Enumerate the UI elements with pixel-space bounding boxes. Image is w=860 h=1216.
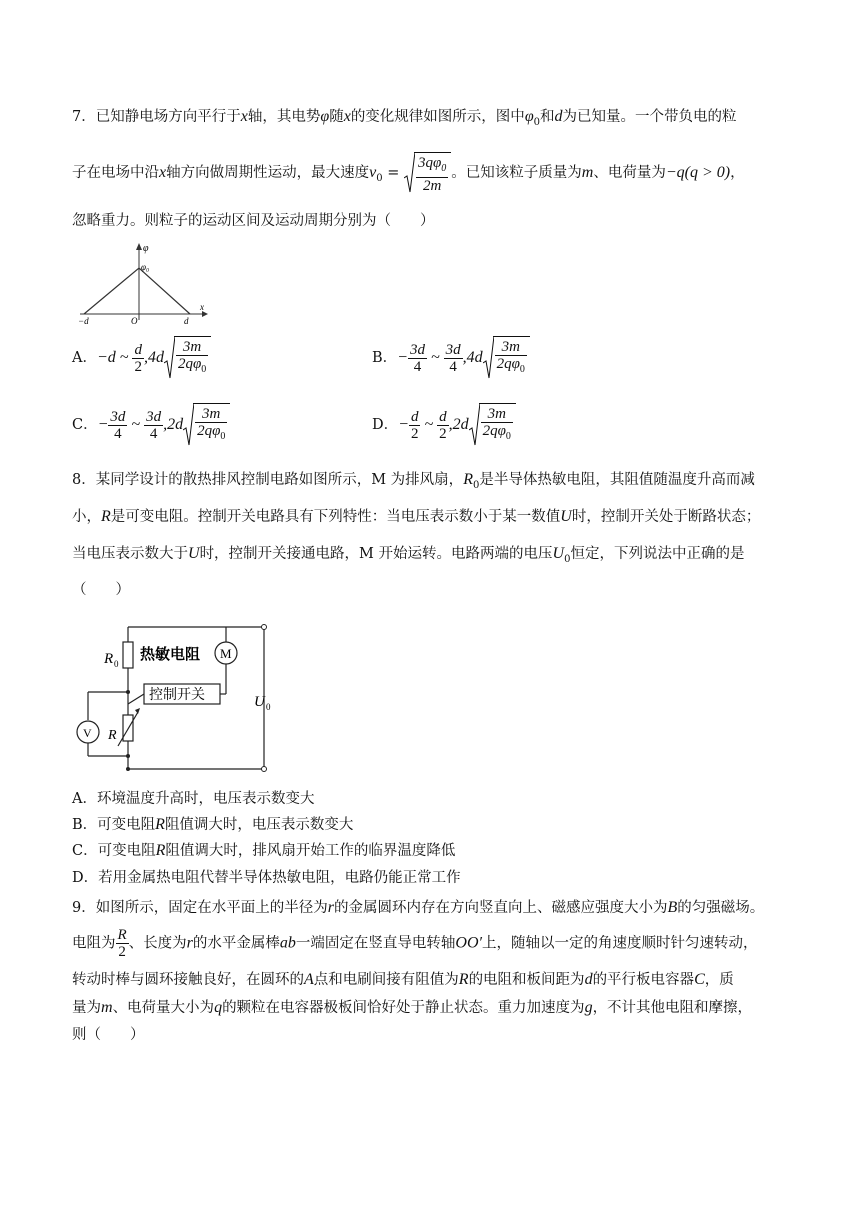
q9-text: 、长度为 <box>128 935 187 952</box>
frac-denominator: 4 <box>108 425 127 442</box>
thermistor-label: 热敏电阻 <box>140 645 201 663</box>
option-fraction <box>132 342 144 375</box>
frac-numerator: R <box>117 927 127 943</box>
var-R: R <box>155 842 166 859</box>
var-x: x <box>343 108 351 125</box>
frac-denominator: 2qφ <box>197 423 221 439</box>
subscript: 0 <box>519 364 525 375</box>
q7-option-a[interactable] <box>72 336 211 380</box>
frac-numerator: 3d <box>110 408 126 425</box>
option-fraction <box>437 409 449 442</box>
q8-option-c[interactable] <box>72 841 455 861</box>
option-fraction <box>108 409 127 442</box>
var-v0: v <box>369 164 377 181</box>
frac-numerator: d <box>439 408 447 425</box>
option-period-coef: ,2d <box>163 416 184 433</box>
terminal <box>262 767 267 772</box>
terminal <box>262 625 267 630</box>
q7-line-2 <box>72 152 745 194</box>
var-m: m <box>101 999 113 1016</box>
var-R0: R <box>463 471 473 488</box>
q9-text: 的匀强磁场。 <box>677 900 765 916</box>
junction-dot <box>126 754 130 758</box>
q8-answer-bracket: （ ） <box>72 582 130 598</box>
var-r: r <box>186 934 193 952</box>
q7-text: ， <box>730 165 745 181</box>
R0-label: R <box>104 651 114 667</box>
period-fraction <box>495 339 527 378</box>
q7-option-b[interactable] <box>372 336 530 380</box>
q9-text: 点和电刷间接有阻值为 <box>313 972 459 988</box>
option-letter: A． <box>72 350 97 366</box>
potential-graph <box>72 240 212 326</box>
var-phi: φ <box>320 108 330 125</box>
q7-text: 随 <box>329 109 344 125</box>
q9-text: 上，随轴以一定的角速度顺时针匀速转动， <box>482 935 758 952</box>
q8-option-a[interactable] <box>72 789 314 809</box>
frac-numerator: 3m <box>501 339 520 355</box>
radical-sign <box>469 403 480 447</box>
period-fraction <box>481 406 513 445</box>
R0-subscript: 0 <box>114 659 119 669</box>
q7-line-1 <box>72 107 737 133</box>
option-text: D．若用金属热电阻代替半导体热敏电阻，电路仍能正常工作 <box>72 870 461 886</box>
q8-option-b[interactable] <box>72 815 353 835</box>
var-U0: U <box>552 545 565 562</box>
q8-text: 是可变电阻。控制开关电路具有下列特性：当电压表示数小于某一数值 <box>110 509 561 525</box>
origin-label: O <box>131 316 138 326</box>
sqrt-period <box>483 336 530 380</box>
equals: = <box>382 165 404 181</box>
fraction-R-over-2 <box>116 927 129 960</box>
fan-control-circuit <box>74 622 284 778</box>
q9-text: 的水平金属棒 <box>192 935 280 952</box>
fraction-vmax <box>416 155 448 194</box>
var-r: r <box>327 899 334 916</box>
q7-text: 轴，其电势 <box>247 109 321 125</box>
subscript: 0 <box>564 553 571 565</box>
neg-d-label: −d <box>78 316 89 326</box>
q9-line-2 <box>72 927 758 960</box>
option-fraction <box>144 409 163 442</box>
junction-dot <box>126 690 130 694</box>
q9-line-1 <box>72 898 764 918</box>
frac-denominator: 2m <box>416 177 448 194</box>
tilde: ~ <box>127 416 145 433</box>
var-x: x <box>159 164 167 181</box>
q7-text: 和 <box>540 109 555 125</box>
frac-numerator: 3d <box>146 408 162 425</box>
var-ab: ab <box>279 934 296 952</box>
x-axis-label: x <box>200 302 204 312</box>
var-g: g <box>584 999 593 1016</box>
var-U: U <box>560 508 572 525</box>
voltmeter-label: V <box>83 726 92 740</box>
var-B: B <box>667 899 678 916</box>
q8-text: 时，控制开关处于断路状态； <box>571 509 761 525</box>
radical-sign <box>404 152 415 194</box>
option-text: 阻值调大时，排风扇开始工作的临界温度降低 <box>165 843 456 859</box>
q9-text: 电阻为 <box>72 935 116 952</box>
sqrt-period <box>164 336 211 380</box>
option-range: −d ~ <box>96 349 133 366</box>
q7-option-d[interactable] <box>372 403 516 447</box>
q9-text: 量为 <box>72 1000 101 1016</box>
q7-text: 、电荷量为 <box>593 165 666 181</box>
y-axis-arrow <box>136 243 142 250</box>
var-U: U <box>188 545 200 562</box>
var-d: d <box>554 108 563 125</box>
potential-curve <box>84 268 190 314</box>
subscript: 0 <box>533 116 541 128</box>
q7-question-end: 忽略重力。则粒子的运动区间及运动周期分别为（ ） <box>72 213 435 229</box>
frac-denominator: 2 <box>116 943 129 960</box>
minus-sign: − <box>397 349 408 366</box>
minus-sign: − <box>97 416 109 433</box>
frac-denominator: 4 <box>444 358 463 375</box>
option-period-coef: ,4d <box>143 349 164 366</box>
period-fraction <box>195 406 227 445</box>
frac-numerator: 3m <box>487 406 506 422</box>
radical-sign <box>483 336 494 380</box>
option-fraction <box>408 342 427 375</box>
option-letter: D． <box>372 417 399 433</box>
frac-numerator: d <box>134 341 142 358</box>
q8-text: 当电压表示数大于 <box>72 546 188 562</box>
sqrt-period <box>469 403 516 447</box>
frac-numerator: 3d <box>445 341 461 358</box>
subscript: 0 <box>376 172 383 184</box>
R0-resistor <box>123 642 133 668</box>
radical-sign <box>183 403 194 447</box>
q9-text: 的平行板电容器 <box>592 972 695 988</box>
frac-denominator: 4 <box>408 358 427 375</box>
d-label: d <box>184 316 189 326</box>
q8-text: 是半导体热敏电阻，其阻值随温度升高而减 <box>479 472 755 488</box>
option-letter: B． <box>372 350 398 366</box>
q9-text: ，不计其他电阻和摩擦， <box>592 1000 753 1016</box>
q8-line-2 <box>72 507 760 527</box>
option-text: A．环境温度升高时，电压表示数变大 <box>72 791 315 807</box>
subscript: 0 <box>505 431 511 442</box>
tilde: ~ <box>426 349 444 366</box>
junction-dot <box>126 767 130 771</box>
option-text: C．可变电阻 <box>72 843 156 859</box>
option-text: 阻值调大时，电压表示数变大 <box>164 817 354 833</box>
q8-text: 8．某同学设计的散热排风控制电路如图所示，M 为排风扇， <box>72 472 464 488</box>
sqrt-period <box>183 403 230 447</box>
charge-expression: −q(q > 0) <box>665 164 731 181</box>
frac-denominator: 4 <box>144 425 163 442</box>
frac-denominator: 2qφ <box>482 423 506 439</box>
U0-label: U <box>254 694 265 710</box>
q9-text: 的电阻和板间距为 <box>468 972 585 988</box>
var-x: x <box>240 108 248 125</box>
q7-text: 。已知该粒子质量为 <box>451 165 582 181</box>
wire <box>128 694 144 704</box>
option-period-coef: ,2d <box>448 416 469 433</box>
option-text: B．可变电阻 <box>72 817 156 833</box>
var-R: R <box>101 508 111 525</box>
var-R: R <box>458 971 469 988</box>
radical-sign <box>164 336 175 380</box>
minus-sign: − <box>398 416 409 433</box>
q7-text: 的变化规律如图所示，图中 <box>350 109 525 125</box>
q9-text: 9．如图所示，固定在水平面上的半径为 <box>72 900 328 916</box>
phi0-label: φ₀ <box>141 262 150 272</box>
q9-text: 、电荷量大小为 <box>112 1000 215 1016</box>
q9-line-4 <box>72 998 752 1018</box>
var-OO: OO′ <box>455 934 483 952</box>
q8-line-4 <box>72 580 130 600</box>
var-m: m <box>581 164 594 181</box>
subscript: 0 <box>201 364 207 375</box>
U0-subscript: 0 <box>266 702 271 712</box>
tilde: ~ <box>420 416 438 433</box>
frac-denominator: 2 <box>134 358 142 375</box>
subscript: 0 <box>472 479 480 491</box>
q8-text: 恒定，下列说法中正确的是 <box>570 546 745 562</box>
option-period-coef: ,4d <box>462 349 483 366</box>
frac-numerator: d <box>410 408 419 425</box>
variable-arrow-head <box>135 708 140 714</box>
q9-question-end: 则（ ） <box>72 1027 145 1043</box>
q8-option-d[interactable] <box>72 868 461 888</box>
q8-line-1 <box>72 470 755 496</box>
R-label: R <box>108 728 117 743</box>
q8-text: 时，控制开关接通电路，M 开始运转。电路两端的电压 <box>199 546 553 562</box>
q8-line-3 <box>72 544 744 570</box>
subscript: 0 <box>220 431 226 442</box>
motor-label: M <box>220 646 232 661</box>
q7-text: 为已知量。一个带负电的粒 <box>562 109 737 125</box>
q9-line-3 <box>72 970 734 990</box>
var-A: A <box>304 971 314 988</box>
q9-text: 转动时棒与圆环接触良好，在圆环的 <box>72 972 304 988</box>
q9-text: 的金属圆环内存在方向竖直向上、磁感应强度大小为 <box>333 900 668 916</box>
switch-label: 控制开关 <box>149 687 205 703</box>
frac-numerator: 3m <box>202 406 221 422</box>
frac-denominator: 2 <box>439 425 447 442</box>
frac-denominator: 2qφ <box>177 356 202 372</box>
q7-text: 7．已知静电场方向平行于 <box>72 109 241 125</box>
q7-text: 子在电场中沿 <box>72 165 159 181</box>
q9-text: 一端固定在竖直导电转轴 <box>295 935 456 952</box>
q7-line-3 <box>72 211 435 231</box>
var-R: R <box>155 816 165 833</box>
q8-text: 小， <box>72 509 101 525</box>
frac-denominator: 2qφ <box>496 356 520 372</box>
var-phi0: φ <box>524 108 534 125</box>
q7-text: 轴方向做周期性运动，最大速度 <box>166 165 370 181</box>
y-axis-label: φ <box>143 243 149 254</box>
var-d: d <box>584 971 593 988</box>
frac-numerator: 3qφ <box>417 155 442 171</box>
q9-line-5 <box>72 1025 145 1045</box>
q9-text: ，质 <box>704 972 734 988</box>
frac-denominator: 2 <box>410 425 419 442</box>
sqrt-vmax <box>404 152 451 194</box>
frac-numerator: 3m <box>182 339 202 355</box>
subscript: 0 <box>441 163 447 174</box>
var-C: C <box>694 971 705 988</box>
period-fraction <box>176 339 208 378</box>
q7-option-c[interactable] <box>72 403 230 447</box>
option-fraction <box>444 342 463 375</box>
var-q: q <box>214 999 223 1016</box>
frac-numerator: 3d <box>409 341 425 358</box>
option-fraction <box>409 409 421 442</box>
q9-text: 的颗粒在电容器极板间恰好处于静止状态。重力加速度为 <box>222 1000 585 1016</box>
option-letter: C． <box>72 417 98 433</box>
